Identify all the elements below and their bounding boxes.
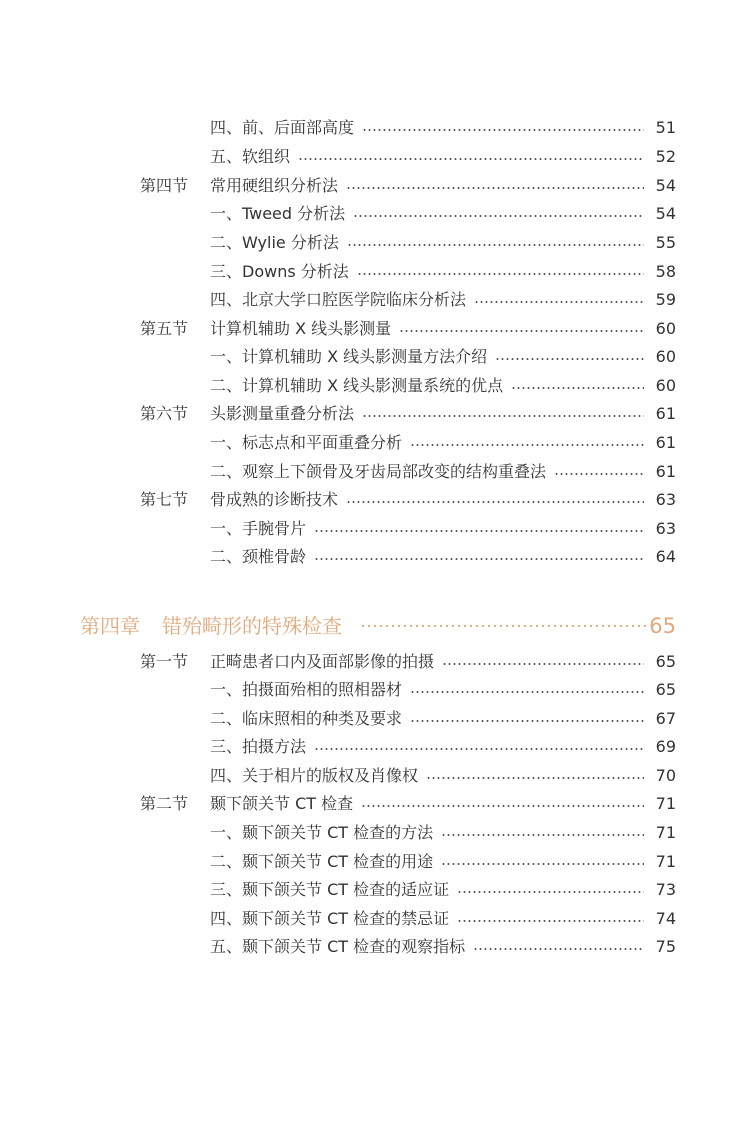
page-number: 71 [655, 823, 676, 842]
toc-entry[interactable] [0, 116, 730, 140]
entry-title: 颞下颌关节 CT 检查 [210, 794, 354, 813]
page-number: 54 [655, 176, 676, 195]
dot-leader [357, 273, 644, 275]
toc-entry[interactable] [0, 545, 730, 569]
section-label: 第一节 [140, 652, 189, 671]
dot-leader [410, 691, 644, 693]
page-number: 69 [655, 737, 676, 756]
dot-leader [314, 558, 644, 560]
toc-entry[interactable] [0, 345, 730, 369]
toc-entry[interactable] [0, 174, 730, 198]
entry-title: 一、手腕骨片 [210, 519, 307, 538]
section-label: 第四节 [140, 176, 189, 195]
dot-leader [353, 215, 644, 217]
entry-title: 四、北京大学口腔医学院临床分析法 [210, 290, 467, 309]
toc-entry[interactable] [0, 288, 730, 312]
entry-title: 正畸患者口内及面部影像的拍摄 [210, 652, 435, 671]
toc-entry[interactable] [0, 517, 730, 541]
page-number: 51 [655, 118, 676, 137]
page-number: 65 [649, 614, 676, 638]
page-number: 54 [655, 204, 676, 223]
toc-entry[interactable] [0, 878, 730, 902]
page-number: 74 [655, 909, 676, 928]
entry-title: 二、临床照相的种类及要求 [210, 709, 403, 728]
dot-leader [554, 473, 644, 475]
dot-leader [360, 625, 646, 627]
page-number: 52 [655, 147, 676, 166]
page-number: 73 [655, 880, 676, 899]
page-number: 64 [655, 547, 676, 566]
page-number: 70 [655, 766, 676, 785]
toc-entry[interactable] [0, 431, 730, 455]
page-number: 71 [655, 852, 676, 871]
toc-entry[interactable] [0, 821, 730, 845]
dot-leader [410, 444, 644, 446]
section-label: 第二节 [140, 794, 189, 813]
entry-title: 头影测量重叠分析法 [210, 404, 355, 423]
toc-entry[interactable] [0, 764, 730, 788]
entry-title: 常用硬组织分析法 [210, 176, 339, 195]
page-number: 65 [655, 680, 676, 699]
toc-entry[interactable] [0, 260, 730, 284]
chapter-heading[interactable] [0, 611, 730, 641]
dot-leader [362, 129, 644, 131]
page-number: 58 [655, 262, 676, 281]
toc-entry[interactable] [0, 907, 730, 931]
toc-entry[interactable] [0, 850, 730, 874]
chapter-label: 第四章 [80, 614, 140, 638]
entry-title: 三、拍摄方法 [210, 737, 307, 756]
dot-leader [511, 387, 644, 389]
toc-entry[interactable] [0, 650, 730, 674]
toc-entry[interactable] [0, 707, 730, 731]
toc-entry[interactable] [0, 735, 730, 759]
page-number: 61 [655, 433, 676, 452]
section-label: 第七节 [140, 490, 189, 509]
page-number: 61 [655, 404, 676, 423]
entry-title: 三、颞下颌关节 CT 检查的适应证 [210, 880, 450, 899]
dot-leader [442, 663, 644, 665]
dot-leader [361, 805, 644, 807]
entry-title: 四、前、后面部高度 [210, 118, 355, 137]
toc-entry[interactable] [0, 460, 730, 484]
dot-leader [362, 415, 644, 417]
section-label: 第六节 [140, 404, 189, 423]
entry-title: 一、标志点和平面重叠分析 [210, 433, 403, 452]
page-number: 61 [655, 462, 676, 481]
toc-entry[interactable] [0, 374, 730, 398]
dot-leader [473, 948, 644, 950]
entry-title: 二、观察上下颌骨及牙齿局部改变的结构重叠法 [210, 462, 547, 481]
page-number: 60 [655, 376, 676, 395]
page-number: 75 [655, 937, 676, 956]
page-number: 71 [655, 794, 676, 813]
toc-entry[interactable] [0, 202, 730, 226]
dot-leader [495, 358, 644, 360]
dot-leader [441, 834, 644, 836]
dot-leader [441, 863, 644, 865]
toc-entry[interactable] [0, 402, 730, 426]
chapter-title: 错殆畸形的特殊检查 [162, 614, 342, 638]
dot-leader [457, 891, 644, 893]
entry-title: 四、关于相片的版权及肖像权 [210, 766, 419, 785]
entry-title: 四、颞下颌关节 CT 检查的禁忌证 [210, 909, 450, 928]
dot-leader [410, 720, 644, 722]
entry-title: 五、软组织 [210, 147, 291, 166]
page-number: 65 [655, 652, 676, 671]
dot-leader [314, 530, 644, 532]
entry-title: 一、Tweed 分析法 [210, 204, 346, 223]
dot-leader [347, 244, 644, 246]
entry-title: 二、颈椎骨龄 [210, 547, 307, 566]
entry-title: 一、拍摄面殆相的照相器材 [210, 680, 403, 699]
page-number: 67 [655, 709, 676, 728]
dot-leader [298, 158, 644, 160]
entry-title: 骨成熟的诊断技术 [210, 490, 339, 509]
entry-title: 二、Wylie 分析法 [210, 233, 339, 252]
dot-leader [346, 187, 644, 189]
entry-title: 五、颞下颌关节 CT 检查的观察指标 [210, 937, 466, 956]
page-number: 63 [655, 490, 676, 509]
toc-entry[interactable] [0, 678, 730, 702]
page-number: 59 [655, 290, 676, 309]
page-number: 63 [655, 519, 676, 538]
page-number: 55 [655, 233, 676, 252]
toc-entry[interactable] [0, 231, 730, 255]
entry-title: 三、Downs 分析法 [210, 262, 349, 281]
entry-title: 一、计算机辅助 X 线头影测量方法介绍 [210, 347, 488, 366]
page-number: 60 [655, 319, 676, 338]
dot-leader [457, 920, 644, 922]
entry-title: 二、颞下颌关节 CT 检查的用途 [210, 852, 434, 871]
dot-leader [399, 330, 644, 332]
page-number: 60 [655, 347, 676, 366]
entry-title: 计算机辅助 X 线头影测量 [210, 319, 392, 338]
entry-title: 二、计算机辅助 X 线头影测量系统的优点 [210, 376, 504, 395]
dot-leader [346, 501, 644, 503]
dot-leader [426, 777, 644, 779]
toc-entry[interactable] [0, 488, 730, 512]
entry-title: 一、颞下颌关节 CT 检查的方法 [210, 823, 434, 842]
section-label: 第五节 [140, 319, 189, 338]
dot-leader [314, 748, 644, 750]
toc-entry[interactable] [0, 792, 730, 816]
dot-leader [474, 301, 644, 303]
toc-entry[interactable] [0, 935, 730, 959]
toc-entry[interactable] [0, 317, 730, 341]
toc-entry[interactable] [0, 145, 730, 169]
